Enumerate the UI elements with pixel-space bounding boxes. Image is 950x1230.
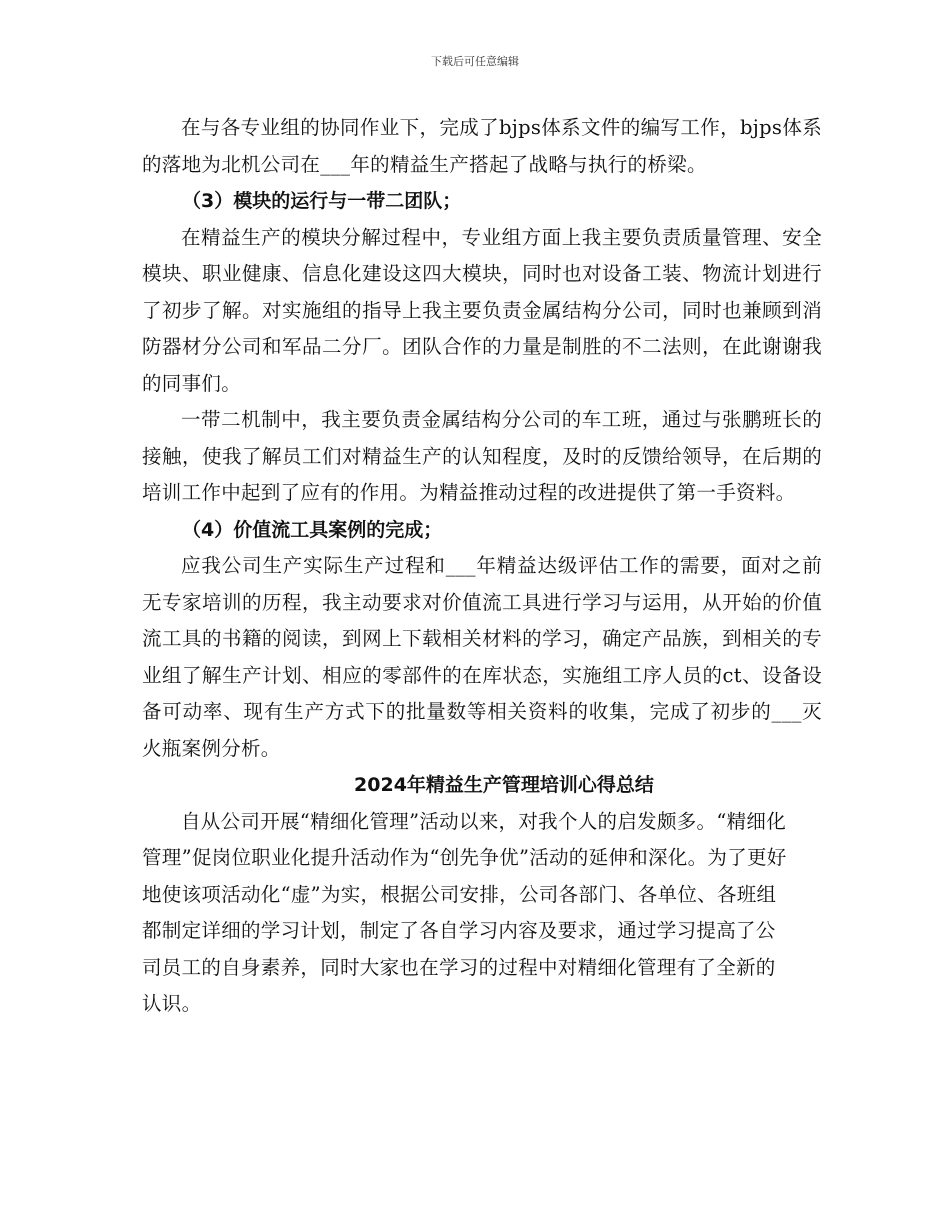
section-heading-4: （4）价值流工具案例的完成； [182,518,443,541]
page-header-note: 下载后可任意编辑 [431,55,519,68]
document-title: 2024年精益生产管理培训心得总结 [354,774,654,796]
paragraph-module-breakdown: 在精益生产的模块分解过程中，专业组方面上我主要负责质量管理、安全模块、职业健康、信息化建设这四大模块，同时也对设备工装、物流计划进行了初步了解。对实施组的指导上我主要负责金属结构分公司，同时也兼顾到消防器材分公司和军品二分厂。团队合作的力量是制胜的不二法则，在此谢谢我的同事们。 [142,225,822,395]
section-heading-3: （3）模块的运行与一带二团队； [182,190,462,212]
paragraph-mentoring-mechanism: 一带二机制中，我主要负责金属结构分公司的车工班，通过与张鹏班长的接触，使我了解员工们对精益生产的认知程度，及时的反馈给领导，在后期的培训工作中起到了应有的作用。为精益推动过程的改进提供了第一手资料。 [142,408,822,504]
document-body [142,110,822,1023]
paragraph-bjps-system: 在与各专业组的协同作业下，完成了bjps体系文件的编写工作，bjps体系的落地为北机公司在___年的精益生产搭起了战略与执行的桥梁。 [142,116,822,176]
paragraph-refined-management: 自从公司开展“精细化管理”活动以来，对我个人的启发颇多。“精细化管理”促岗位职业化提升活动作为“创先争优”活动的延伸和深化。为了更好地使该项活动化“虚”为实，根据公司安排，公司各部门、各单位、各班组都制定详细的学习计划，制定了各自学习内容及要求，通过学习提高了公司员工的自身素养，同时大家也在学习的过程中对精细化管理有了全新的认识。 [142,809,787,1015]
paragraph-value-stream: 应我公司生产实际生产过程和___年精益达级评估工作的需要，面对之前无专家培训的历程，我主动要求对价值流工具进行学习与运用，从开始的价值流工具的书籍的阅读，到网上下载相关材料的学习，确定产品族，到相关的专业组了解生产计划、相应的零部件的在库状态，实施组工序人员的ct、设备设备可动率、现有生产方式下的批量数等相关资料的收集，完成了初步的___灭火瓶案例分析。 [142,554,822,760]
